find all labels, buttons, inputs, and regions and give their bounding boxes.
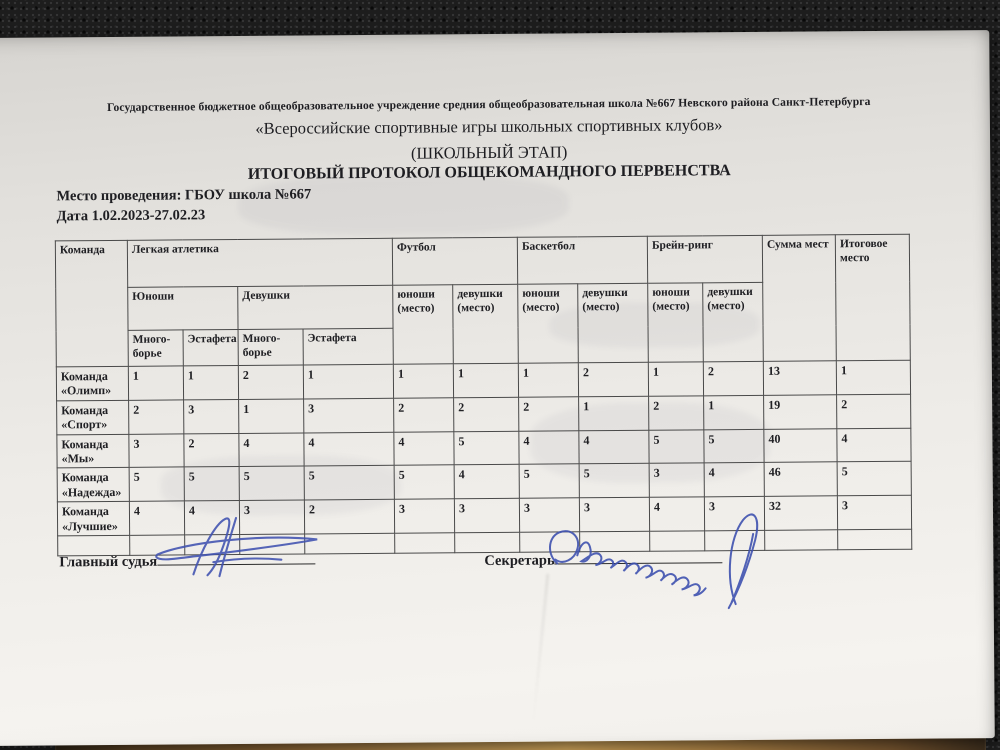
header-basketball-girls: девушки (место) (578, 283, 649, 363)
header-sum: Сумма мест (762, 235, 836, 362)
team-name: Команда «Мы» (57, 434, 129, 468)
cell: 5 (704, 429, 764, 463)
cell: 3 (394, 499, 454, 533)
cell: 4 (519, 430, 579, 464)
cell: 1 (393, 364, 453, 398)
header-brainring-boys: юноши (место) (648, 283, 704, 362)
chief-judge-signature-line (157, 549, 315, 565)
empty-cell (395, 533, 455, 553)
cell: 3 (649, 463, 704, 497)
team-name: Команда «Спорт» (57, 400, 129, 434)
header-football-girls: девушки (место) (453, 284, 519, 364)
stage-line: (ШКОЛЬНЫЙ ЭТАП) (410, 142, 568, 163)
cell: 1 (579, 396, 649, 430)
cell: 4 (454, 465, 519, 499)
cell: 4 (394, 431, 454, 465)
cell: 2 (703, 361, 763, 395)
cell: 2 (184, 433, 239, 467)
cell-sum: 46 (764, 462, 837, 496)
protocol-title: ИТОГОВЫЙ ПРОТОКОЛ ОБЩЕКОМАНДНОГО ПЕРВЕНСТВА (247, 162, 731, 183)
cell: 3 (129, 433, 184, 467)
empty-cell (838, 529, 912, 550)
cell-final: 2 (837, 394, 911, 428)
cell: 5 (184, 467, 239, 501)
cell: 5 (239, 466, 304, 500)
cell: 4 (304, 432, 394, 466)
cell: 2 (649, 396, 704, 430)
header-football-boys: юноши (место) (393, 285, 454, 364)
cell: 1 (704, 395, 764, 429)
cell: 1 (128, 366, 183, 400)
cell: 1 (648, 362, 703, 396)
cell: 3 (579, 497, 649, 531)
cell-sum: 19 (764, 395, 837, 429)
cell: 4 (184, 501, 239, 535)
header-boys-multi: Много-борье (128, 330, 183, 366)
header-football: Футбол (392, 237, 517, 285)
paper-crease (532, 574, 549, 724)
cell: 5 (304, 466, 394, 500)
cell: 1 (183, 365, 238, 399)
secretary-label: Секретарь (484, 552, 555, 570)
cell: 4 (129, 501, 184, 535)
cell: 3 (454, 498, 519, 532)
cell: 4 (239, 433, 304, 467)
team-name: Команда «Надежда» (57, 468, 129, 502)
cell: 5 (579, 464, 649, 498)
cell-sum: 40 (764, 428, 837, 462)
cell: 2 (519, 397, 579, 431)
date-line: Дата 1.02.2023-27.02.23 (56, 207, 206, 225)
cell: 1 (453, 363, 518, 397)
cell: 2 (578, 362, 648, 396)
venue-line: Место проведения: ГБОУ школа №667 (56, 186, 312, 205)
header-athletics-girls: Девушки (238, 285, 393, 329)
chief-judge-block (59, 549, 315, 571)
cell: 2 (129, 400, 184, 434)
chief-judge-label: Главный судья (59, 553, 158, 571)
header-brainring: Брейн-ринг (647, 235, 762, 283)
cell-sum: 32 (764, 496, 837, 530)
header-basketball: Баскетбол (517, 236, 647, 284)
cell: 5 (649, 429, 704, 463)
cell: 3 (184, 399, 239, 433)
school-name-line: Государственное бюджетное общеобразовательное учреждение средния общеобразовательная школа №667 Невского района Санкт-Петербурга (106, 95, 871, 115)
cell-final: 4 (837, 428, 911, 462)
cell: 1 (239, 399, 304, 433)
empty-cell (765, 530, 838, 551)
cell: 3 (239, 500, 304, 534)
secretary-signature-line (555, 548, 723, 564)
header-boys-relay: Эстафета (183, 329, 238, 365)
cell: 4 (704, 463, 764, 497)
cell: 3 (304, 398, 394, 432)
document-paper (0, 30, 995, 746)
cell: 2 (394, 398, 454, 432)
cell: 1 (518, 363, 578, 397)
cell: 4 (579, 430, 649, 464)
cell: 2 (304, 499, 394, 533)
header-girls-multi: Много-борье (238, 329, 303, 366)
team-name: Команда «Лучшие» (57, 501, 129, 535)
cell-sum: 13 (763, 361, 836, 395)
header-athletics-boys: Юноши (128, 286, 238, 330)
header-basketball-boys: юноши (место) (518, 284, 579, 363)
cell: 1 (303, 364, 393, 398)
secretary-block (484, 548, 722, 570)
cell-final: 3 (837, 495, 911, 529)
event-name-line: «Всероссийские спортивные игры школьных спортивных клубов» (255, 115, 723, 138)
cell: 4 (649, 497, 704, 531)
cell: 5 (129, 467, 184, 501)
cell-final: 1 (836, 360, 910, 394)
cell-final: 5 (837, 462, 911, 496)
cell: 5 (394, 465, 454, 499)
results-table (55, 234, 913, 557)
empty-cell (305, 533, 395, 554)
header-girls-relay: Эстафета (303, 328, 393, 365)
cell: 3 (704, 496, 764, 530)
header-athletics: Легкая атлетика (127, 238, 392, 287)
header-final: Итоговое место (835, 234, 910, 361)
cell: 5 (519, 464, 579, 498)
header-brainring-girls: девушки (место) (703, 282, 764, 361)
cell: 2 (238, 365, 303, 399)
cell: 5 (454, 431, 519, 465)
cell: 3 (519, 498, 579, 532)
cell: 2 (454, 397, 519, 431)
header-team: Команда (55, 240, 128, 367)
team-name: Команда «Олимп» (56, 366, 128, 400)
